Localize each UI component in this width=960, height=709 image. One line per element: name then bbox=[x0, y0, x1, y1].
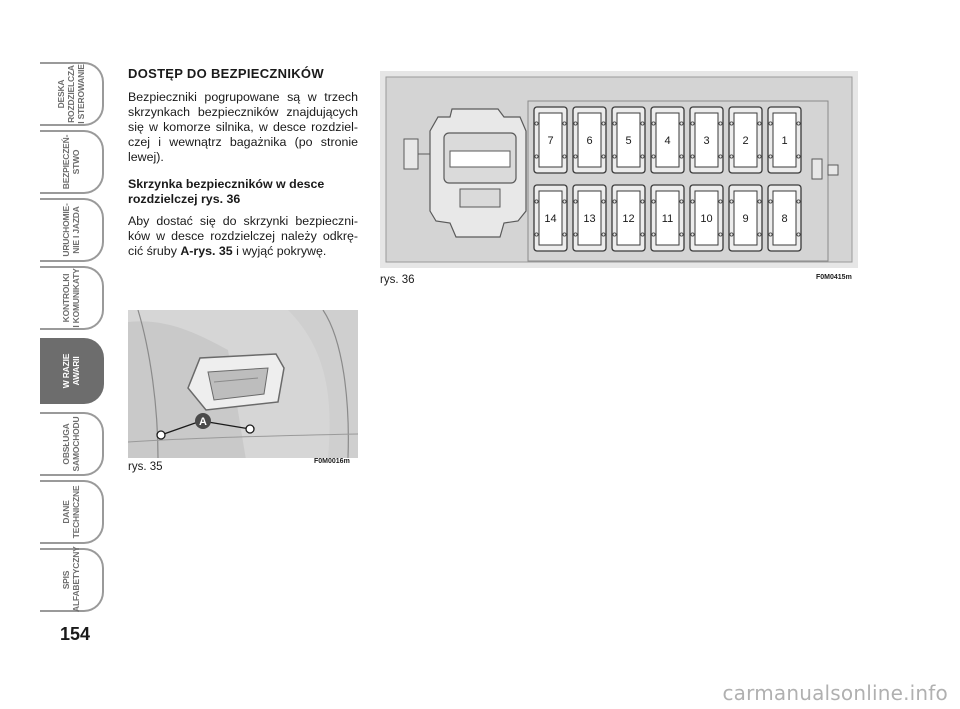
tab-label: OBSŁUGA SAMOCHODU bbox=[61, 416, 81, 472]
text-column bbox=[128, 66, 358, 271]
tab-label: DANE TECHNICZNE bbox=[61, 485, 81, 539]
tab-uruchomienie[interactable] bbox=[40, 198, 104, 262]
fuse-1 bbox=[768, 107, 801, 173]
instruction-text: Aby dostać się do skrzynki bezpieczni- ków w desce rozdzielczej należy odkrę- cić śruby bbox=[128, 214, 358, 258]
tab-label: W RAZIE AWARII bbox=[61, 353, 81, 389]
tab-obsluga[interactable] bbox=[40, 412, 104, 476]
subsection-heading: Skrzynka bezpieczników w desce rozdzielczej rys. 36 bbox=[128, 177, 325, 206]
fuse-number-label: 9 bbox=[742, 213, 749, 225]
fuse-number-label: 13 bbox=[583, 213, 596, 225]
fuse-5 bbox=[612, 107, 645, 173]
fuse-number-label: 7 bbox=[547, 135, 554, 147]
fuse-12 bbox=[612, 185, 645, 251]
fuse-number-label: 8 bbox=[781, 213, 788, 225]
fuse-number-label: 4 bbox=[664, 135, 671, 147]
figure-35-illustration bbox=[128, 310, 358, 458]
paragraph-intro: Bezpieczniki pogrupowane są w trzech skrzynkach bezpieczników znajdujących się w komorze silnika, w desce rozdziel- czej i wewnątrz bagażnika (po stronie lewej). bbox=[128, 90, 358, 164]
figure-35-code: F0M0016m bbox=[314, 458, 350, 465]
page-number: 154 bbox=[60, 624, 91, 644]
tab-spis-alfabetyczny[interactable] bbox=[40, 548, 104, 612]
fuse-4 bbox=[651, 107, 684, 173]
callout-a-label: A bbox=[199, 416, 207, 428]
fuse-9 bbox=[729, 185, 762, 251]
fuse-number-label: 11 bbox=[661, 213, 674, 225]
tab-w-razie-awarii[interactable] bbox=[40, 338, 104, 404]
fuse-number-label: 1 bbox=[781, 135, 788, 147]
tab-bezpieczenstwo[interactable] bbox=[40, 130, 104, 194]
figure-36-code: F0M0415m bbox=[816, 274, 852, 281]
paragraph-instructions bbox=[128, 214, 358, 259]
tab-label: KONTROLKI I KOMUNIKATY bbox=[61, 268, 81, 328]
fuse-number-label: 10 bbox=[700, 213, 713, 225]
tab-deska-rozdzielcza[interactable] bbox=[40, 62, 104, 126]
fuse-number-label: 5 bbox=[625, 135, 632, 147]
fuse-11 bbox=[651, 185, 684, 251]
figure-36-fuse-box bbox=[380, 71, 858, 268]
fuse-number-label: 12 bbox=[622, 213, 635, 225]
section-heading: DOSTĘP DO BEZPIECZNIKÓW bbox=[128, 66, 324, 81]
fuse-2 bbox=[729, 107, 762, 173]
fuse-number-label: 14 bbox=[544, 213, 557, 225]
instruction-text-end: i wyjąć pokrywę. bbox=[232, 244, 327, 258]
fuse-6 bbox=[573, 107, 606, 173]
figure-35-caption: rys. 35 bbox=[128, 461, 163, 473]
fuse-7 bbox=[534, 107, 567, 173]
tab-kontrolki[interactable] bbox=[40, 266, 104, 330]
fuse-10 bbox=[690, 185, 723, 251]
tab-dane-techniczne[interactable] bbox=[40, 480, 104, 544]
fuse-13 bbox=[573, 185, 606, 251]
fuse-number-label: 6 bbox=[586, 135, 593, 147]
fuse-number-label: 3 bbox=[703, 135, 710, 147]
fuse-8 bbox=[768, 185, 801, 251]
fuse-3 bbox=[690, 107, 723, 173]
tab-label: DESKA ROZDZIELCZA I STEROWANIE bbox=[56, 64, 86, 124]
tab-label: URUCHOMIE- NIE I JAZDA bbox=[61, 203, 81, 257]
fuse-14 bbox=[534, 185, 567, 251]
watermark-text: carmanualsonline.info bbox=[722, 681, 948, 705]
tab-label: BEZPIECZEŃ- STWO bbox=[61, 134, 81, 190]
fuse-number-label: 2 bbox=[742, 135, 749, 147]
figure-reference: A-rys. 35 bbox=[180, 244, 233, 258]
tab-label: SPIS ALFABETYCZNY bbox=[61, 546, 81, 612]
figure-36-caption: rys. 36 bbox=[380, 274, 415, 286]
